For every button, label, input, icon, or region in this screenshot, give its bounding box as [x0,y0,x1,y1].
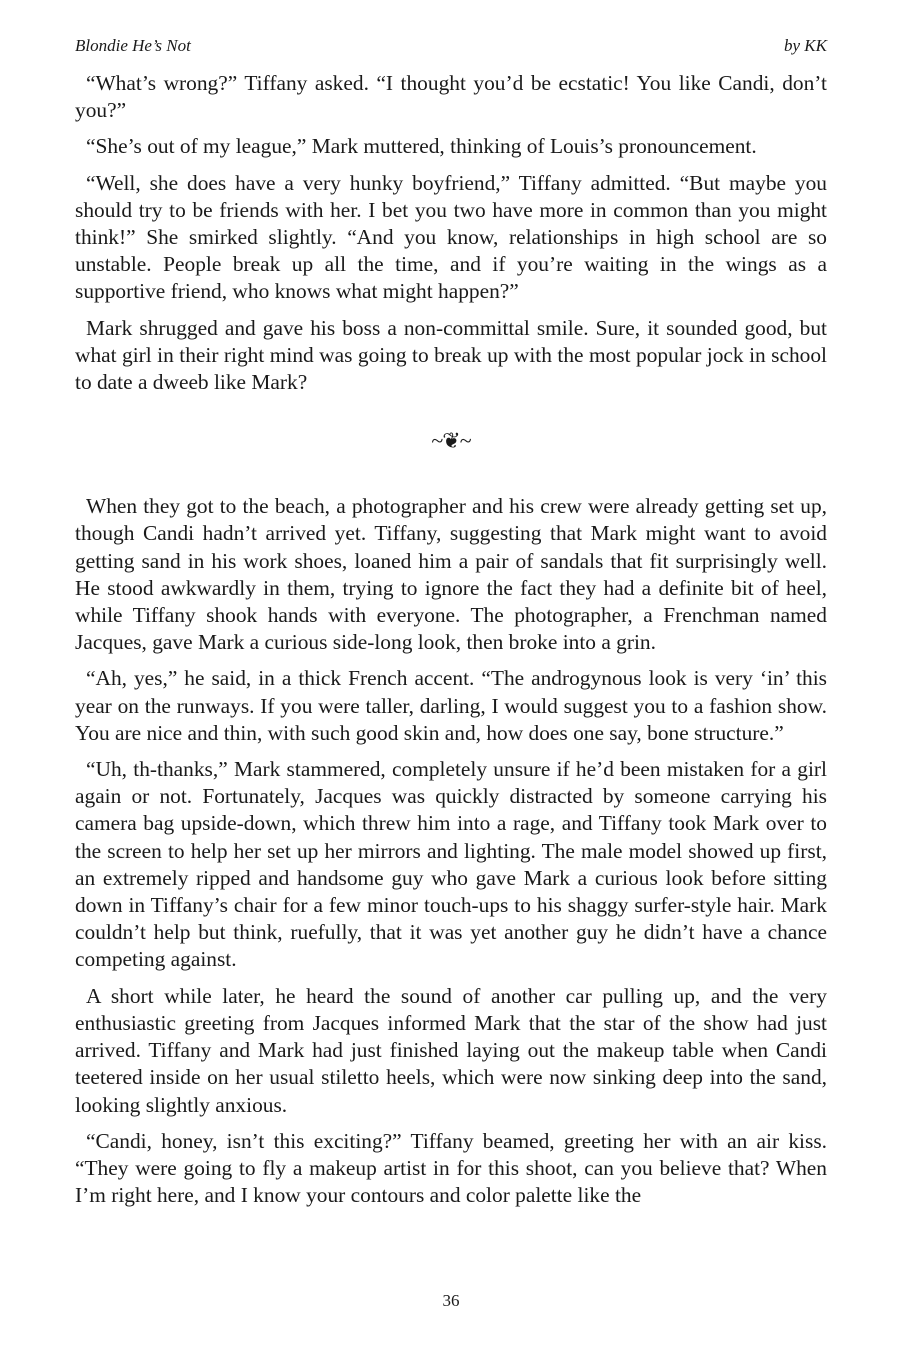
book-title: Blondie He’s Not [75,36,191,55]
body-text [75,70,827,1218]
paragraph: “Uh, th-thanks,” Mark stammered, completely unsure if he’d been mistaken for a girl again or not. Fortunately, Jacques was quickly distracted by someone carrying his camera bag upside-down, which threw him into a rage, and Tiffany took Mark over to the screen to help her set up her mirrors and lighting. The male model showed up first, an extremely ripped and handsome guy who gave Mark a curious look before sitting down in Tiffany’s chair for a few minor touch-ups to his shaggy surfer-style hair. Mark couldn’t help but think, ruefully, that it was yet another guy he didn’t have a chance competing against. [75,757,827,972]
paragraph: “What’s wrong?” Tiffany asked. “I thought you’d be ecstatic! You like Candi, don’t you?” [75,71,827,123]
paragraph: “Ah, yes,” he said, in a thick French accent. “The androgynous look is very ‘in’ this year on the runways. If you were taller, darling, I would suggest you to a fashion show. You are nice and thin, with such good skin and, how does one say, bone structure.” [75,666,827,745]
paragraph: Mark shrugged and gave his boss a non-committal smile. Sure, it sounded good, but what girl in their right mind was going to break up with the most popular jock in school to date a dweeb like Mark? [75,315,827,395]
book-author: by KK [784,36,827,55]
paragraph: “Candi, honey, isn’t this exciting?” Tiffany beamed, greeting her with an air kiss. “They were going to fly a makeup artist in for this shoot, can you believe that? When I’m right here, and I know your contours and color palette like the [75,1128,827,1208]
book-page [75,0,827,1350]
scene-break-ornament: ~❦~ [431,428,471,454]
paragraph: When they got to the beach, a photographer and his crew were already getting set up, though Candi hadn’t arrived yet. Tiffany, suggesting that Mark might want to avoid getting sand in his work shoes, loaned him a pair of sandals that fit surprisingly well. He stood awkwardly in them, trying to ignore the fact they had a definite bit of heel, while Tiffany shook hands with everyone. The photographer, a Frenchman named Jacques, gave Mark a curious side-long look, then broke into a grin. [75,494,827,655]
page-number: 36 [442,1291,460,1310]
paragraph: “Well, she does have a very hunky boyfriend,” Tiffany admitted. “But maybe you should try to be friends with her. I bet you two have more in common than you might think!” She smirked slightly. “And you know, relationships in high school are so unstable. People break up all the time, and if you’re waiting in the wings as a supportive friend, who knows what might happen?” [75,170,827,304]
paragraph: A short while later, he heard the sound of another car pulling up, and the very enthusiastic greeting from Jacques informed Mark that the star of the show had just arrived. Tiffany and Mark had just finished laying out the makeup table when Candi teetered inside on her usual stiletto heels, which were now sinking deep into the sand, looking slightly anxious. [75,983,827,1117]
paragraph: “She’s out of my league,” Mark muttered, thinking of Louis’s pronouncement. [86,134,757,159]
running-header [75,35,827,57]
